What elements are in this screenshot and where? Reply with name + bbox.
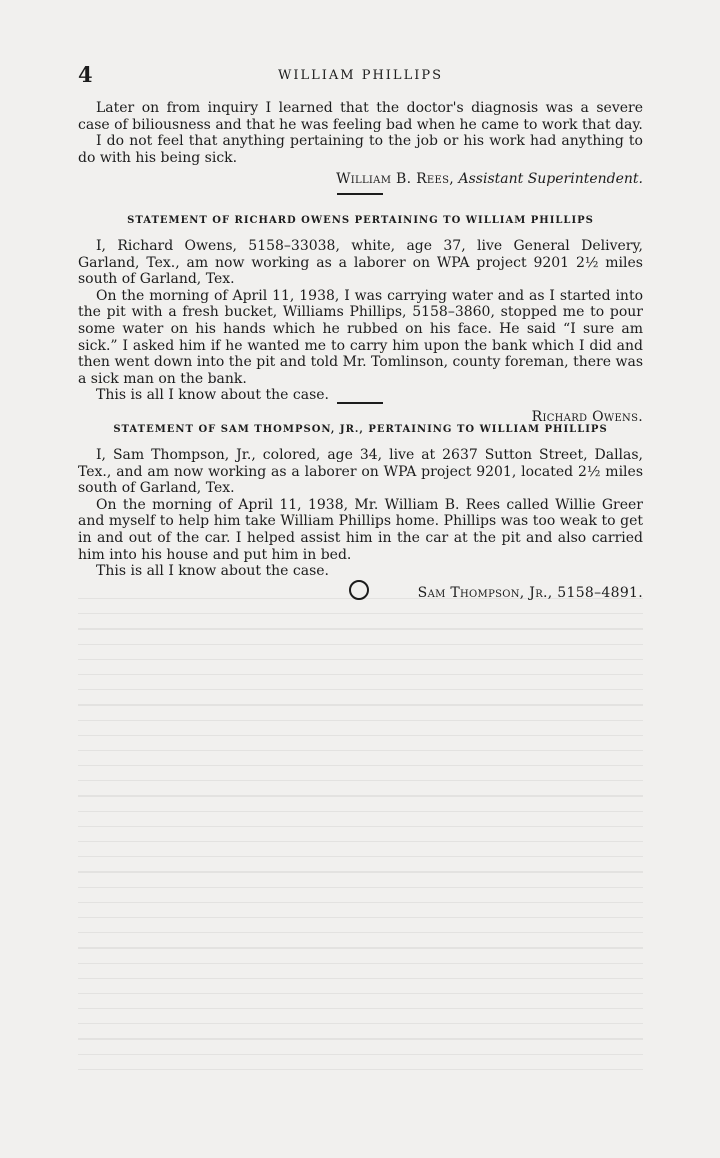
paragraph: On the morning of April 11, 1938, Mr. William B. Rees called Willie Greer and myself to help him take William Phillips home. Phillips was too weak to get in and out of the car. I helped assist him in the car at the pit and also carried him into his house and put him in bed. <box>78 496 643 563</box>
section-heading: STATEMENT OF SAM THOMPSON, JR., PERTAINING TO WILLIAM PHILLIPS <box>113 424 608 435</box>
section-divider <box>337 402 383 404</box>
paragraph: On the morning of April 11, 1938, I was carrying water and as I started into the pit with a fresh bucket, Williams Phillips, 5158–3860, stopped me to pour some water on his hands which he rubbed on his face. He said “I sure am sick.” I asked him if he wanted me to carry him upon the bank which I did and then went down into the pit and told Mr. Tomlinson, county foreman, there was a sick man on the bank. <box>78 287 643 387</box>
page-header <box>78 62 643 90</box>
rees-statement <box>78 100 643 188</box>
page-number: 4 <box>78 62 93 87</box>
paragraph: This is all I know about the case. <box>96 563 329 580</box>
section-heading: STATEMENT OF RICHARD OWENS PERTAINING TO WILLIAM PHILLIPS <box>127 215 594 226</box>
signature-name: Sam Thompson, Jr., 5158–4891. <box>417 584 643 601</box>
thompson-statement <box>78 447 643 602</box>
paragraph: I do not feel that anything pertaining to the job or his work had anything to do with his being sick. <box>78 133 643 166</box>
paragraph: I, Richard Owens, 5158–33038, white, age 37, live General Delivery, Garland, Tex., am now working as a laborer on WPA project 9201 2½ miles south of Garland, Tex. <box>78 238 643 288</box>
signature-name: William B. Rees, <box>336 171 455 188</box>
paragraph: Later on from inquiry I learned that the doctor's diagnosis was a severe case of biliousness and that he was feeling bad when he came to work that day. <box>78 100 643 133</box>
signature-title: Assistant Superintendent. <box>458 171 643 188</box>
signature <box>78 170 643 188</box>
signature-name: Richard Owens. <box>531 408 643 425</box>
section-divider <box>337 193 383 195</box>
show-through-texture <box>78 598 643 1098</box>
running-title: WILLIAM PHILLIPS <box>277 68 443 83</box>
paragraph: I, Sam Thompson, Jr., colored, age 34, live at 2637 Sutton Street, Dallas, Tex., and am now working as a laborer on WPA project 9201, located 2½ miles south of Garland, Tex. <box>78 447 643 497</box>
end-mark-circle-icon <box>349 580 369 600</box>
owens-statement <box>78 238 643 426</box>
paragraph: This is all I know about the case. <box>96 387 329 404</box>
